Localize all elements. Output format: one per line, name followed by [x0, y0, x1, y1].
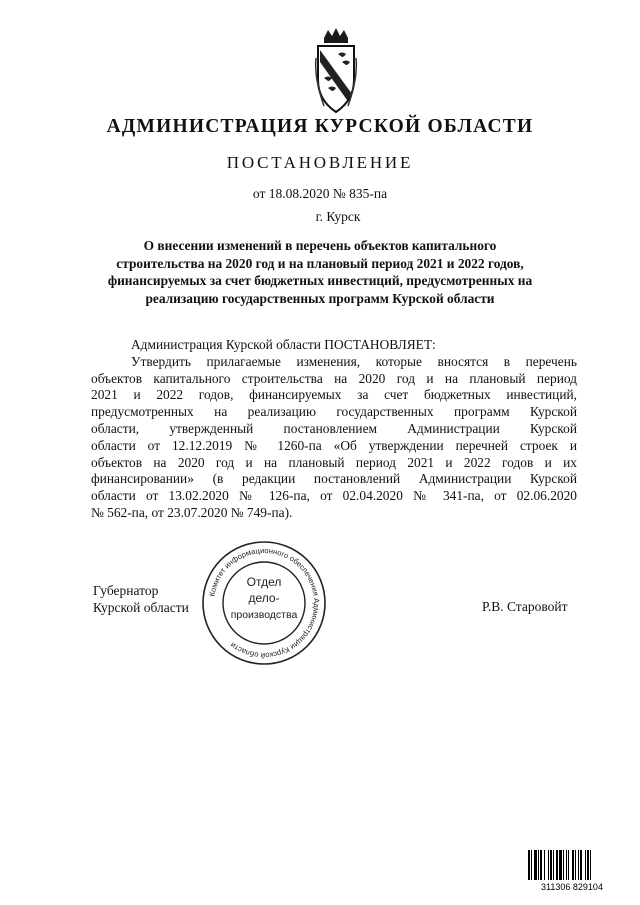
- subject-line: финансируемых за счет бюджетных инвестиций, предусмотренных на: [107, 273, 533, 288]
- subject-line: О внесении изменений в перечень объектов капитального: [143, 238, 497, 253]
- barcode-bar: [578, 850, 579, 880]
- body-line: финансировании» (в редакции постановлений Администрации Курской: [91, 471, 577, 487]
- official-stamp: [201, 540, 327, 666]
- body-line: области, утвержденный постановлением Администрации Курской: [91, 420, 577, 436]
- stamp-center-line: дело-: [248, 591, 280, 605]
- barcode-bar: [566, 850, 567, 880]
- barcode-bar: [544, 850, 545, 880]
- barcode-bar: [580, 850, 582, 880]
- position-line: Курской области: [93, 600, 189, 615]
- stamp-center-line: Отдел: [246, 575, 282, 589]
- barcode-bar: [590, 850, 591, 880]
- barcode-bar: [559, 850, 562, 880]
- subject-line: реализацию государственных программ Курской области: [145, 290, 495, 306]
- body-intro: Администрация Курской области ПОСТАНОВЛЯЕТ:: [131, 337, 436, 352]
- barcode-bar: [587, 850, 589, 880]
- body-line: предусмотренных на реализацию государственных программ Курской: [91, 404, 577, 420]
- document-subject: [90, 237, 550, 307]
- body-line: № 562-па, от 23.07.2020 № 749-па).: [91, 504, 293, 520]
- position-line: Губернатор: [93, 583, 159, 598]
- coat-of-arms-emblem: [314, 28, 358, 118]
- barcode-bar: [568, 850, 569, 880]
- document-city: г. Курск: [315, 209, 361, 224]
- barcode-number: 311306 829104: [541, 882, 603, 892]
- barcode-bar: [538, 850, 539, 880]
- barcode-bar: [528, 850, 530, 880]
- barcode-bar: [534, 850, 537, 880]
- document-type: ПОСТАНОВЛЕНИЕ: [226, 153, 414, 172]
- body-line: объектов капитального строительства на 2020 год и на плановый период: [91, 370, 577, 386]
- document-barcode: [525, 848, 619, 892]
- body-line: объектов на 2020 год и на плановый период 2021 и 2022 годов и их: [91, 454, 577, 470]
- barcode-bar: [585, 850, 586, 880]
- document-body: [91, 337, 577, 522]
- stamp-ring-text: Комитет информационного обеспечения Администрации Курской области: [207, 545, 322, 661]
- organization-title: АДМИНИСТРАЦИЯ КУРСКОЙ ОБЛАСТИ: [106, 116, 534, 137]
- barcode-bar: [550, 850, 552, 880]
- barcode-bar: [575, 850, 576, 880]
- body-line: 2021 и 2022 годов, финансируемых за счет бюджетных инвестиций,: [91, 387, 577, 403]
- signatory-name: Р.В. Старовойт: [482, 599, 568, 614]
- stamp-center-line: производства: [230, 609, 298, 621]
- document-date-number: от 18.08.2020 № 835-па: [252, 186, 388, 201]
- barcode-bar: [540, 850, 542, 880]
- barcode-bar: [556, 850, 558, 880]
- signatory-position: [93, 582, 189, 616]
- body-line: области от 13.02.2020 № 126-па, от 02.04.2020 № 341-па, от 02.06.2020: [91, 488, 577, 504]
- barcode-bar: [553, 850, 554, 880]
- body-line: Утвердить прилагаемые изменения, которые вносятся в перечень: [131, 353, 577, 369]
- barcode-bar: [563, 850, 564, 880]
- barcode-bar: [572, 850, 574, 880]
- barcode-bar: [531, 850, 532, 880]
- barcode-bar: [548, 850, 549, 880]
- body-line: области от 12.12.2019 № 1260-па «Об утверждении перечней строек и: [91, 437, 577, 453]
- subject-line: строительства на 2020 год и на плановый период 2021 и 2022 годов,: [116, 255, 524, 271]
